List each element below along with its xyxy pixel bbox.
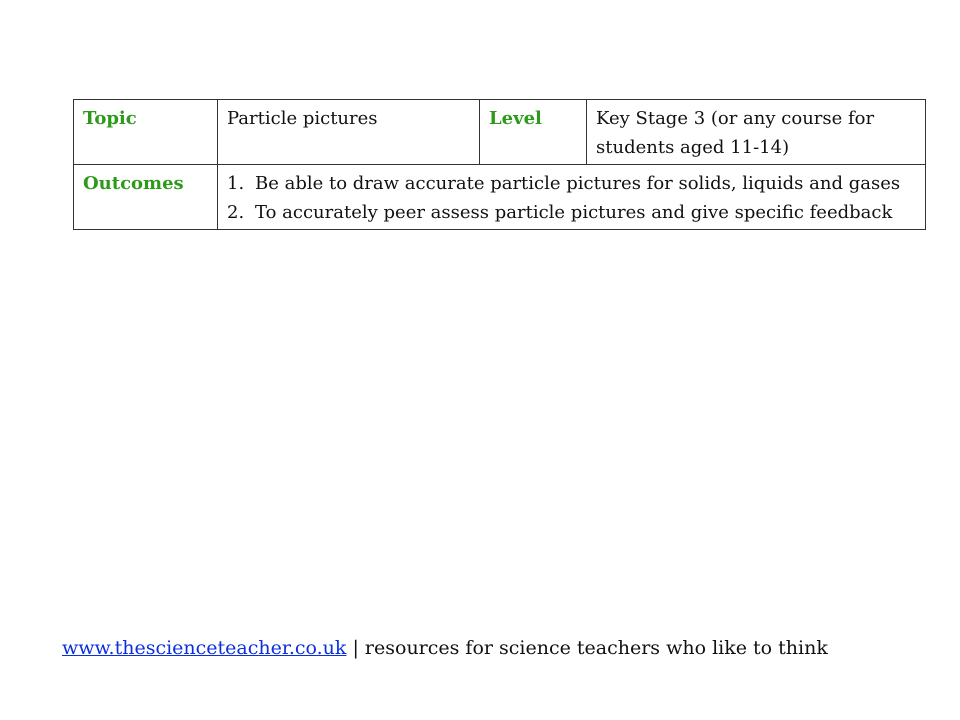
lesson-info-table (73, 99, 926, 230)
level-value: Key Stage 3 (or any course for students aged 11-14) (596, 108, 875, 158)
topic-value: Particle pictures (227, 108, 378, 129)
table-row-outcomes (74, 165, 926, 230)
footer-tagline: resources for science teachers who like to think (364, 637, 828, 659)
outcomes-list (227, 169, 917, 227)
outcome-number: 1. (227, 173, 245, 194)
website-link[interactable]: www.thescienceteacher.co.uk (62, 637, 347, 659)
list-item (227, 198, 917, 227)
outcomes-label-cell (74, 165, 218, 230)
level-label: Level (489, 108, 542, 129)
level-label-cell (480, 100, 587, 165)
outcome-number: 2. (227, 202, 245, 223)
list-item (227, 169, 917, 198)
outcome-text: To accurately peer assess particle pictures and give specific feedback (255, 202, 893, 223)
footer-separator: | (346, 637, 365, 659)
topic-value-cell (218, 100, 480, 165)
outcomes-label: Outcomes (83, 173, 184, 194)
topic-label-cell (74, 100, 218, 165)
outcome-text: Be able to draw accurate particle pictures for solids, liquids and gases (255, 173, 901, 194)
topic-label: Topic (83, 108, 137, 129)
level-value-cell (587, 100, 926, 165)
footer (62, 634, 828, 662)
outcomes-value-cell (218, 165, 926, 230)
table-row-topic (74, 100, 926, 165)
